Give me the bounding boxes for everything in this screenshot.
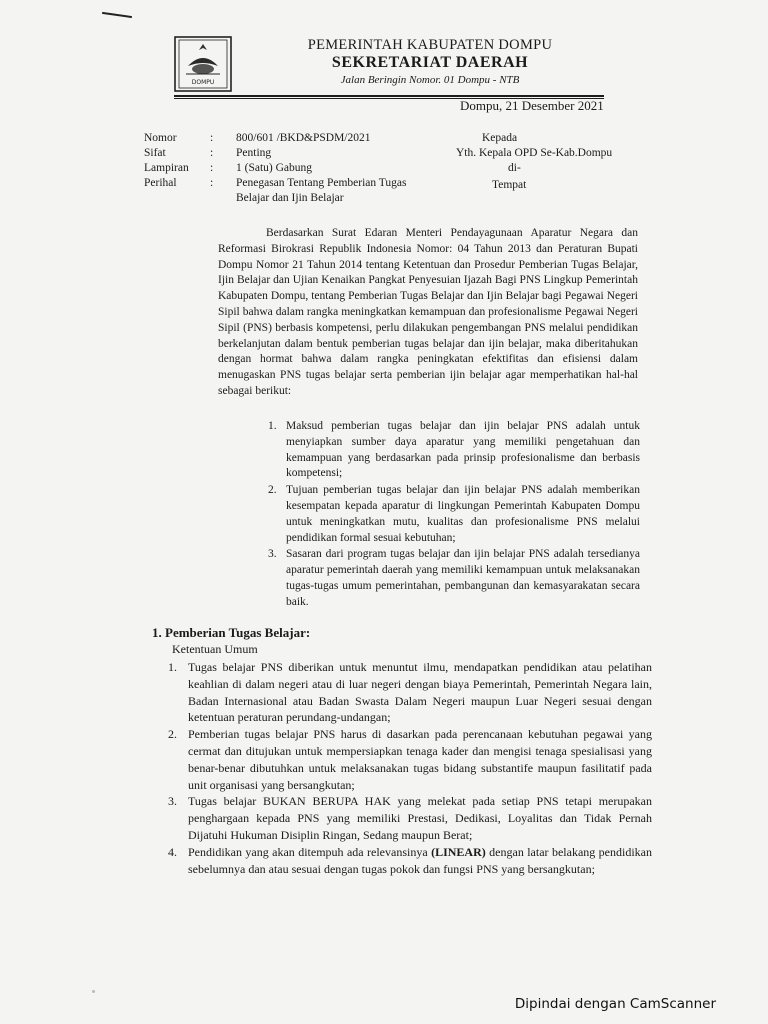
list-item xyxy=(152,726,652,793)
letterhead-office: SEKRETARIAT DAERAH xyxy=(331,54,529,71)
meta-row-sifat xyxy=(144,146,426,161)
meta-row-perihal xyxy=(144,176,426,206)
address-di: di- xyxy=(508,162,521,174)
list-number: 1. xyxy=(168,660,177,674)
section-list xyxy=(152,659,652,877)
meta-label: Sifat xyxy=(144,147,166,159)
address-recipient: Yth. Kepala OPD Se-Kab.Dompu xyxy=(456,147,613,159)
list-item xyxy=(152,844,652,878)
section-tugas-belajar xyxy=(152,624,652,877)
list-text-post: dengan latar belakang pendidikan sebelumnya dan atau sesuai dengan tugas pokok dan fungsi PNS yang bersangkutan; xyxy=(188,844,653,876)
scanner-watermark: Dipindai dengan CamScanner xyxy=(514,996,716,1012)
letterhead-government: PEMERINTAH KABUPATEN DOMPU xyxy=(307,37,553,53)
scan-speck xyxy=(92,990,95,993)
list-number: 1. xyxy=(268,420,277,432)
address-tempat: Tempat xyxy=(492,179,527,191)
meta-row-lampiran xyxy=(144,161,426,176)
list-text: Pemberian tugas belajar PNS harus di dasarkan pada perencanaan kebutuhan pegawai yang cermat dan ditujukan untuk mempersiapkan tenaga kader dan mengisi tenaga spesialisasi yang benar-benar dibutuhkan untuk melaksanakan tugas bidang substantife maupun fasilitatif pada unit organisasi yang bersangkutan; xyxy=(188,727,652,792)
intro-paragraph-block xyxy=(218,226,638,400)
letter-meta xyxy=(144,131,426,206)
meta-colon: : xyxy=(210,132,214,144)
meta-colon: : xyxy=(210,147,214,159)
list-text: Tujuan pemberian tugas belajar dan ijin belajar PNS adalah memberikan kesempatan kepada aparatur di lingkungan Pemerintah Kabupaten Dompu untuk meningkatkan mutu, kualitas dan profesionalisme PNS melalui pendidikan formal sesuai kebutuhan; xyxy=(286,484,640,544)
list-item xyxy=(268,547,640,610)
section-subtitle: Ketentuan Umum xyxy=(172,642,258,656)
list-text xyxy=(188,844,652,878)
letterhead-address: Jalan Beringin Nomor. 01 Dompu - NTB xyxy=(340,74,520,86)
meta-row-nomor xyxy=(144,131,426,146)
letterhead xyxy=(260,36,600,88)
list-number: 3. xyxy=(268,548,277,561)
list-number: 2. xyxy=(168,727,177,742)
meta-value: 1 (Satu) Gabung xyxy=(236,162,313,174)
list-item xyxy=(152,659,652,726)
meta-value: 800/601 /BKD&PSDM/2021 xyxy=(236,132,371,144)
regency-emblem-icon xyxy=(174,36,232,92)
address-kepada: Kepada xyxy=(482,132,518,144)
intro-paragraph: Berdasarkan Surat Edaran Menteri Pendayagunaan Aparatur Negara dan Reformasi Birokrasi Republik Indonesia Nomor: 04 Tahun 2013 dan Peraturan Bupati Dompu Nomor 21 Tahun 2014 tentang Ketentuan dan Prosedur Pemberian Tugas Belajar, Ijin Belajar dan Ujian Kenaikan Pangkat Penyesuian Ijazah Bagi PNS Lingkup Pemerintah Kabupaten Dompu, tentang Pemberian Tugas Belajar dan Ijin Belajar bagi Pegawai Negeri Sipil bahwa dalam rangka meningkatkan kemampuan dan profesionalisme Pegawai Negeri Sipil (PNS) berbasis kompetensi, perlu dilakukan pengembangan PNS melalui pendidikan berkelanjutan dalam bentuk pemberian tugas belajar dan ijin belajar, maka diberitahukan dengan hormat bahwa dalam rangka peningkatan efektifitas dan efisiensi dalam menugaskan PNS tugas belajar serta pemberian ijin belajar agar memperhatikan hal-hal sebagai berikut: xyxy=(218,227,638,397)
meta-colon: : xyxy=(210,177,214,189)
logo-text: DOMPU xyxy=(191,79,215,86)
meta-value: Penegasan Tentang Pemberian Tugas Belajar dan Ijin Belajar xyxy=(236,177,407,204)
pen-mark xyxy=(102,12,132,18)
list-number: 3. xyxy=(168,794,177,809)
list-text: Maksud pemberian tugas belajar dan ijin belajar PNS adalah untuk menyiapkan sumber daya aparatur yang memiliki pengetahuan dan kemampuan yang berdasarkan pada prinsip profesionalisme dan berbasis kompetensi; xyxy=(286,420,640,480)
list-text-pre: Pendidikan yang akan ditempuh ada relevansinya xyxy=(188,844,432,859)
meta-value: Penting xyxy=(236,147,272,159)
letter-date: Dompu, 21 Desember 2021 xyxy=(460,98,604,113)
header-rule-thick xyxy=(174,95,604,97)
list-text: Tugas belajar PNS diberikan untuk menuntut ilmu, mendapatkan pendidikan atau pelatihan keahlian di dalam negeri atau di luar negeri dengan biaya Pemerintah, Pemerintah Negara lain, Badan Internasional atau Badan Swasta Dalam Negeri maupun Luar Negeri sesuai dengan ketentuan peraturan perundang-undangan; xyxy=(188,660,652,725)
list-number: 2. xyxy=(268,484,277,497)
list-item xyxy=(152,793,652,843)
meta-label: Nomor xyxy=(144,132,177,144)
list-text-emphasis: (LINEAR) xyxy=(431,844,486,859)
list-item xyxy=(268,419,640,482)
list-text: Tugas belajar BUKAN BERUPA HAK yang melekat pada setiap PNS tetapi merupakan penghargaan kepada PNS yang memiliki Prestasi, Dedikasi, Loyalitas dan Tidak Pernah Dijatuhi Hukuman Disiplin Ringan, Sedang maupun Berat; xyxy=(188,794,652,842)
meta-colon: : xyxy=(210,162,214,174)
list-item xyxy=(268,483,640,546)
list-text: Sasaran dari program tugas belajar dan ijin belajar PNS adalah tersedianya aparatur pemerintah daerah yang memiliki kemampuan untuk melaksanakan tugas-tugas umum pemerintahan, pembangunan dan kemasyarakatan secara baik. xyxy=(286,548,640,608)
meta-label: Perihal xyxy=(144,177,177,189)
intro-list xyxy=(268,419,640,612)
meta-label: Lampiran xyxy=(144,162,189,174)
section-title: 1. Pemberian Tugas Belajar: xyxy=(152,625,311,640)
list-number: 4. xyxy=(168,844,177,859)
recipient-address xyxy=(456,131,612,193)
